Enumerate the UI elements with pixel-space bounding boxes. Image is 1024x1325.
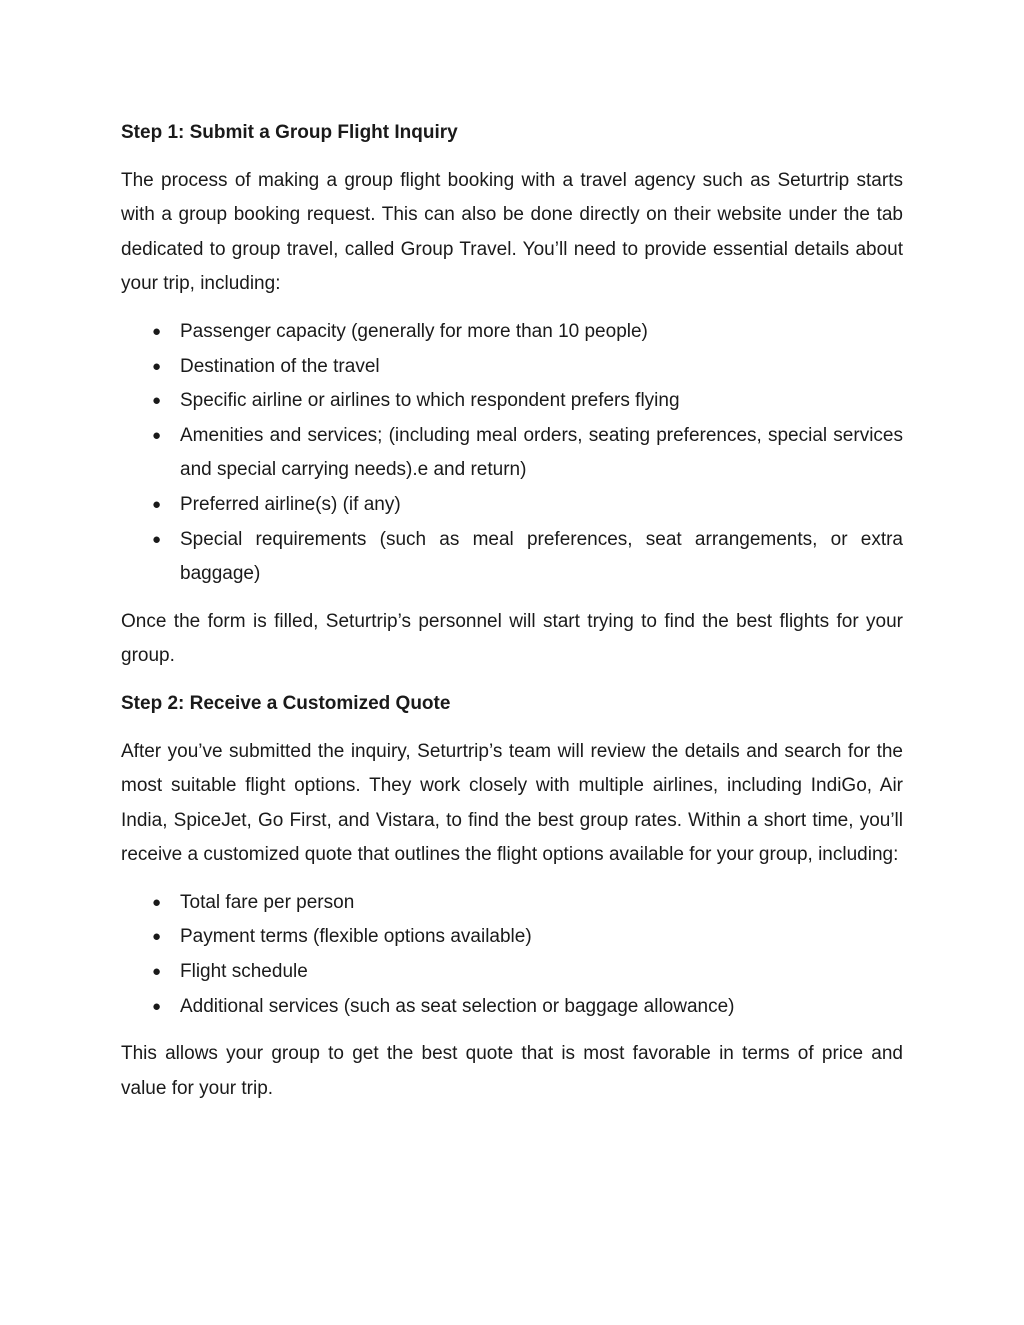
list-item bbox=[121, 384, 903, 419]
bullet-icon: ● bbox=[152, 392, 162, 410]
document-page bbox=[121, 116, 903, 1119]
step2-heading: Step 2: Receive a Customized Quote bbox=[121, 692, 451, 714]
list-item bbox=[121, 920, 903, 955]
list-item bbox=[121, 488, 903, 523]
bullet-icon: ● bbox=[152, 322, 162, 340]
step1-bullet-list bbox=[121, 315, 903, 592]
list-item-text: Payment terms (flexible options available) bbox=[180, 926, 532, 948]
step2-outro-paragraph: This allows your group to get the best quote that is most favorable in terms of price and value for your trip. bbox=[121, 1043, 903, 1099]
list-item-text: Flight schedule bbox=[180, 961, 308, 983]
list-item bbox=[121, 419, 903, 488]
step2-intro-paragraph: After you’ve submitted the inquiry, Seturtrip’s team will review the details and search for the most suitable flight options. They work closely with multiple airlines, including IndiGo, Air India, SpiceJet, Go First, and Vistara, to find the best group rates. Within a short time, you’ll receive a customized quote that outlines the flight options available for your group, including: bbox=[121, 740, 903, 866]
bullet-icon: ● bbox=[152, 928, 162, 946]
bullet-icon: ● bbox=[152, 963, 162, 981]
bullet-icon: ● bbox=[152, 893, 162, 911]
list-item bbox=[121, 955, 903, 990]
step1-outro-paragraph: Once the form is filled, Seturtrip’s personnel will start trying to find the best flights for your group. bbox=[121, 610, 903, 667]
step1-heading: Step 1: Submit a Group Flight Inquiry bbox=[121, 122, 458, 143]
bullet-icon: ● bbox=[152, 426, 162, 444]
step2-section bbox=[121, 687, 903, 1107]
list-item-text: Passenger capacity (generally for more than 10 people) bbox=[180, 320, 648, 342]
bullet-icon: ● bbox=[152, 357, 162, 375]
bullet-icon: ● bbox=[152, 530, 162, 548]
step2-bullet-list bbox=[121, 886, 903, 1024]
list-item bbox=[121, 886, 903, 921]
list-item-text: Destination of the travel bbox=[180, 355, 380, 377]
step1-intro-paragraph: The process of making a group flight booking with a travel agency such as Seturtrip starts with a group booking request. This can also be done directly on their website under the tab dedicated to group travel, called Group Travel. You’ll need to provide essential details about your trip, including: bbox=[121, 169, 903, 295]
list-item-text: Additional services (such as seat selection or baggage allowance) bbox=[180, 995, 735, 1017]
list-item-text: Special requirements (such as meal preferences, seat arrangements, or extra baggage) bbox=[180, 528, 903, 585]
list-item bbox=[121, 350, 903, 385]
list-item-text: Total fare per person bbox=[180, 891, 355, 913]
list-item-text: Amenities and services; (including meal orders, seating preferences, special services and special carrying needs).e and return) bbox=[180, 424, 903, 481]
bullet-icon: ● bbox=[152, 997, 162, 1015]
list-item bbox=[121, 315, 903, 350]
bullet-icon: ● bbox=[152, 495, 162, 513]
list-item bbox=[121, 990, 903, 1025]
list-item-text: Preferred airline(s) (if any) bbox=[180, 493, 401, 515]
step1-section bbox=[121, 116, 903, 674]
list-item bbox=[121, 523, 903, 592]
list-item-text: Specific airline or airlines to which respondent prefers flying bbox=[180, 390, 680, 412]
